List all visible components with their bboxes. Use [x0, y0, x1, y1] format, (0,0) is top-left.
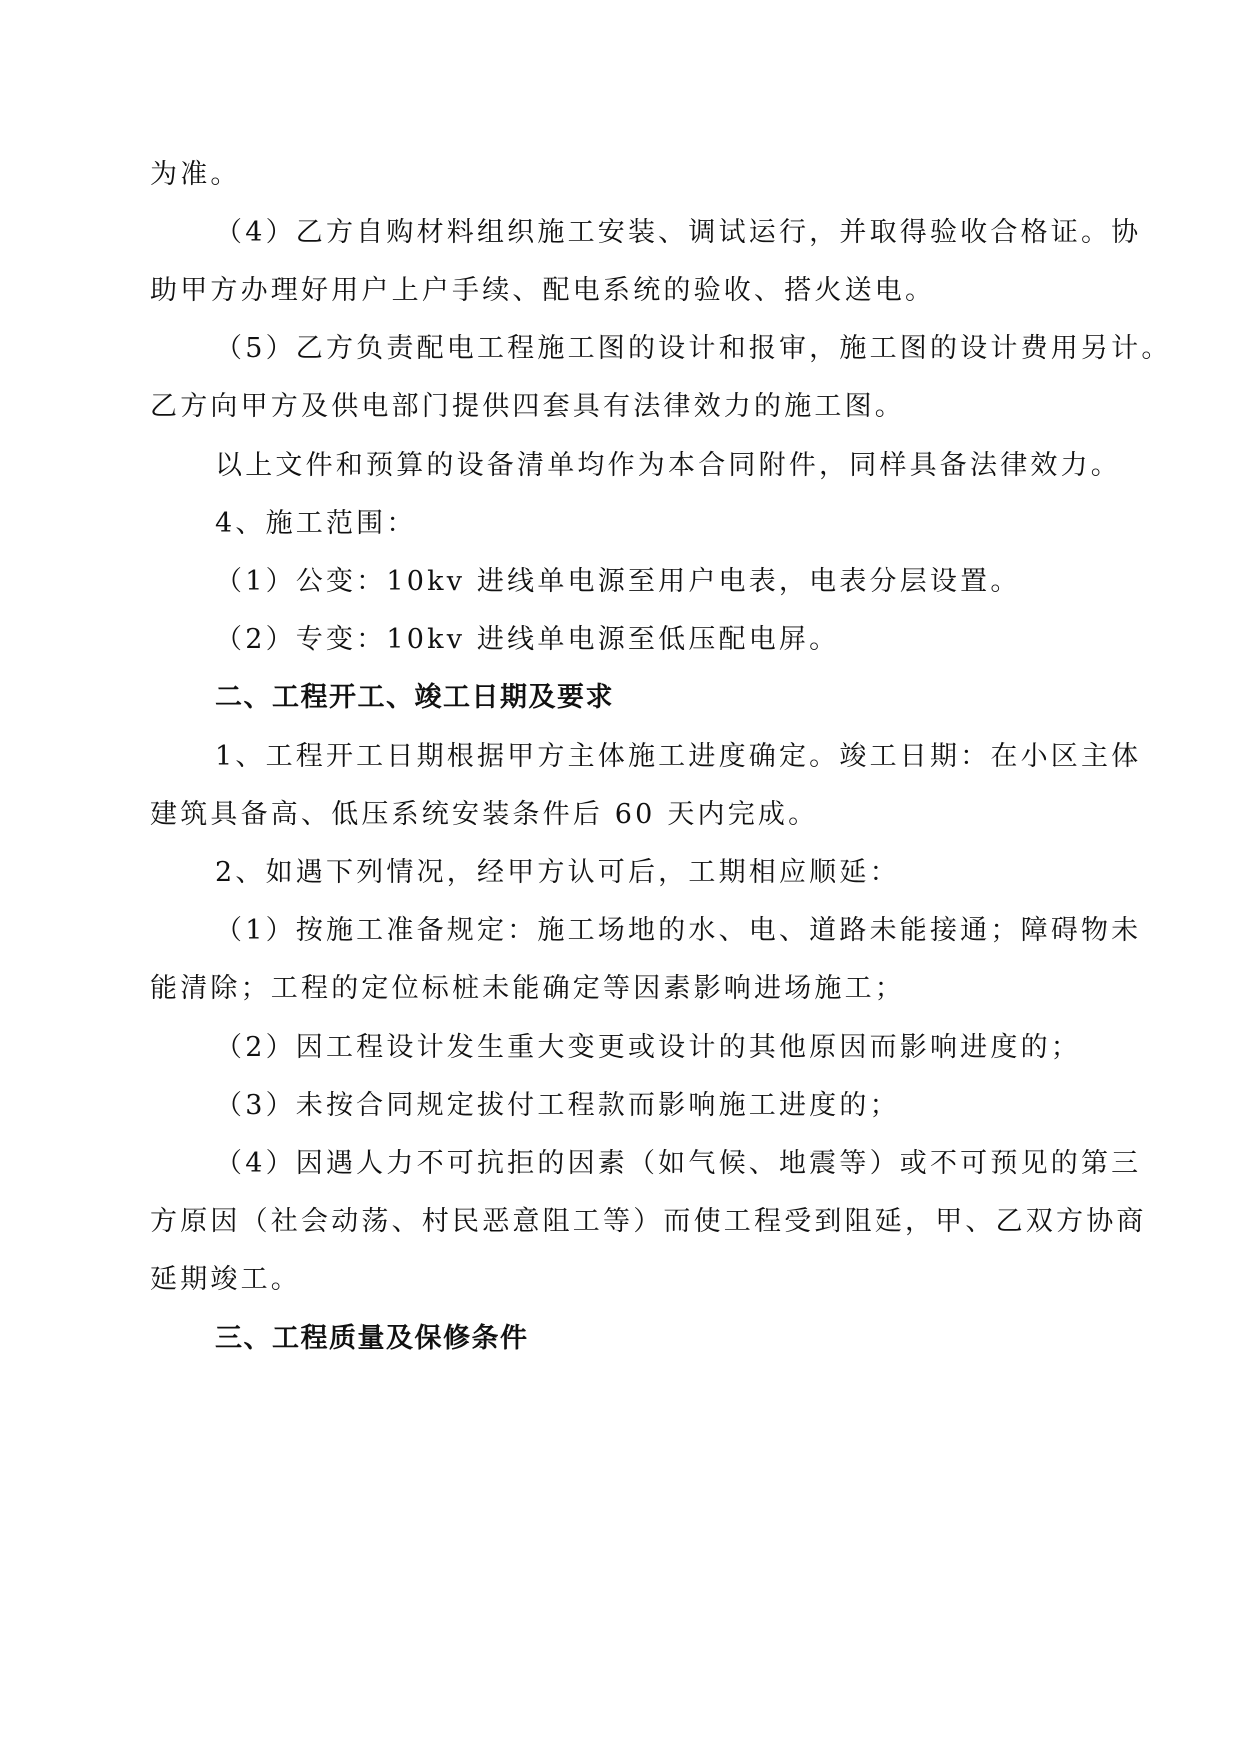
paragraph-line: 为准。	[150, 159, 241, 190]
paragraph-line: （3）未按合同规定拔付工程款而影响施工进度的；	[215, 1090, 900, 1121]
section-heading: 二、工程开工、竣工日期及要求	[215, 682, 614, 713]
paragraph-line: 1、工程开工日期根据甲方主体施工进度确定。竣工日期：在小区主体	[215, 741, 1142, 772]
paragraph-line: （1）公变：10kv 进线单电源至用户电表，电表分层设置。	[215, 566, 1021, 597]
paragraph-line: 能清除；工程的定位标桩未能确定等因素影响进场施工；	[150, 973, 905, 1004]
paragraph-line: 方原因（社会动荡、村民恶意阻工等）而使工程受到阻延，甲、乙双方协商	[150, 1206, 1147, 1237]
paragraph-line: 延期竣工。	[150, 1264, 301, 1295]
paragraph-line: 4、施工范围：	[215, 508, 417, 539]
paragraph-line: 以上文件和预算的设备清单均作为本合同附件，同样具备法律效力。	[215, 450, 1121, 481]
paragraph-line: （2）因工程设计发生重大变更或设计的其他原因而影响进度的；	[215, 1032, 1081, 1063]
section-heading: 三、工程质量及保修条件	[215, 1323, 529, 1354]
paragraph-line: （5）乙方负责配电工程施工图的设计和报审，施工图的设计费用另计。	[215, 333, 1172, 364]
paragraph-line: 助甲方办理好用户上户手续、配电系统的验收、搭火送电。	[150, 275, 936, 306]
paragraph-line: 建筑具备高、低压系统安装条件后 60 天内完成。	[150, 799, 819, 830]
paragraph-line: （2）专变：10kv 进线单电源至低压配电屏。	[215, 624, 840, 655]
paragraph-line: （4）因遇人力不可抗拒的因素（如气候、地震等）或不可预见的第三	[215, 1148, 1142, 1179]
paragraph-line: （4）乙方自购材料组织施工安装、调试运行，并取得验收合格证。协	[215, 217, 1142, 248]
paragraph-line: 2、如遇下列情况，经甲方认可后，工期相应顺延：	[215, 857, 900, 888]
paragraph-line: （1）按施工准备规定：施工场地的水、电、道路未能接通；障碍物未	[215, 915, 1142, 946]
paragraph-line: 乙方向甲方及供电部门提供四套具有法律效力的施工图。	[150, 391, 905, 422]
